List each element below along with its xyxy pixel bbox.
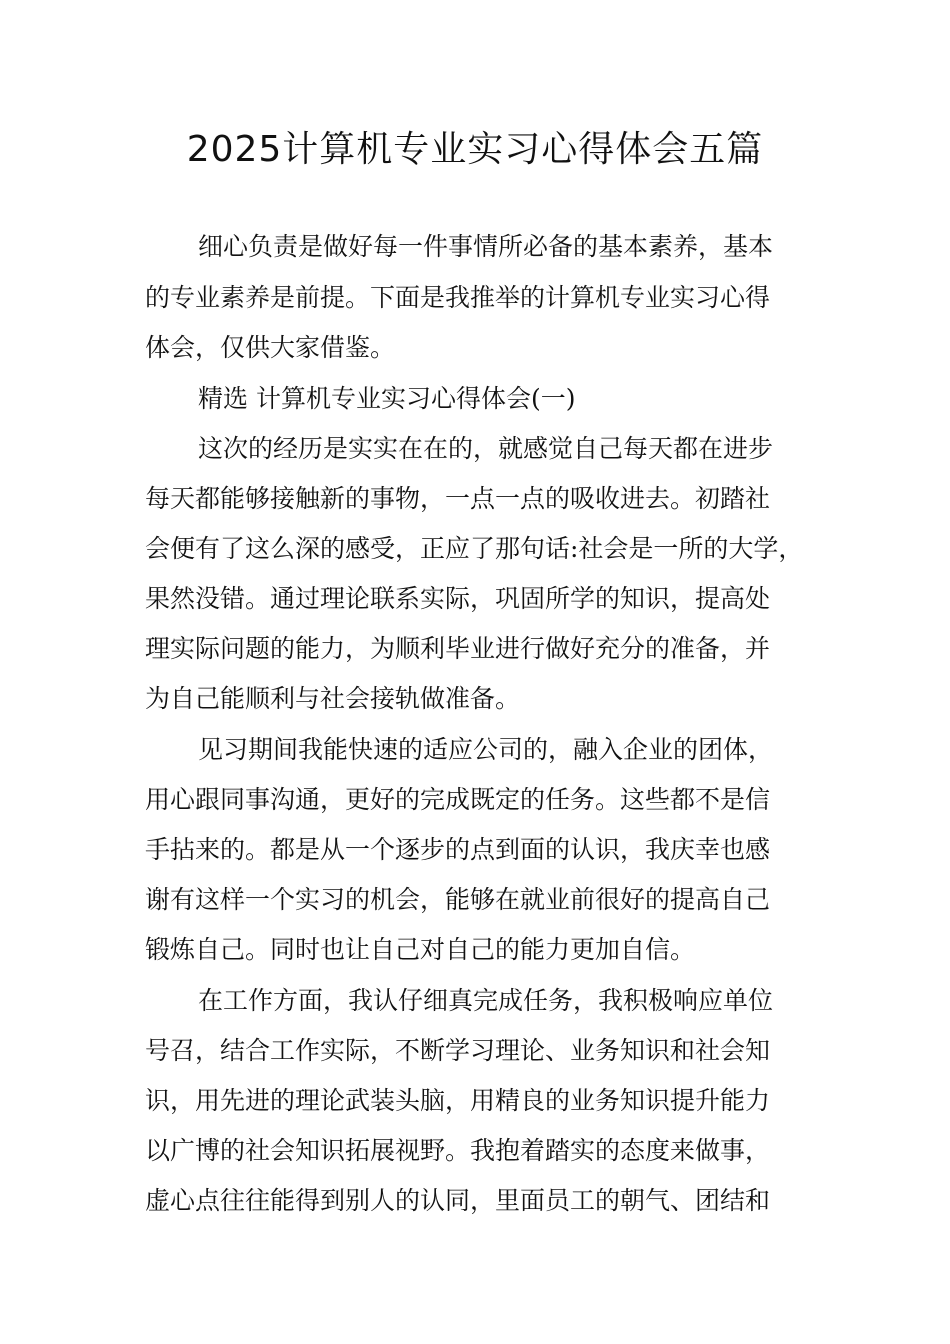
intro-line-2: 的专业素养是前提。下面是我推举的计算机专业实习心得 xyxy=(145,283,771,312)
section-heading: 精选 计算机专业实习心得体会(一) xyxy=(198,384,576,413)
paragraph-2-line-4: 谢有这样一个实习的机会，能够在就业前很好的提高自己 xyxy=(145,885,771,914)
paragraph-2-line-3: 手拈来的。都是从一个逐步的点到面的认识，我庆幸也感 xyxy=(145,835,771,864)
paragraph-1-line-5: 理实际问题的能力，为顺利毕业进行做好充分的准备，并 xyxy=(145,634,771,663)
paragraph-1-line-4: 果然没错。通过理论联系实际，巩固所学的知识，提高处 xyxy=(145,584,771,613)
paragraph-3-line-1: 在工作方面，我认仔细真完成任务，我积极响应单位 xyxy=(198,986,774,1015)
paragraph-2-line-5: 锻炼自己。同时也让自己对自己的能力更加自信。 xyxy=(145,935,696,964)
paragraph-1-line-3: 会便有了这么深的感受，正应了那句话:社会是一所的大学， xyxy=(145,534,804,563)
intro-line-3: 体会，仅供大家借鉴。 xyxy=(145,333,396,362)
paragraph-3-line-4: 以广博的社会知识拓展视野。我抱着踏实的态度来做事， xyxy=(145,1136,771,1165)
paragraph-1-line-6: 为自己能顺利与社会接轨做准备。 xyxy=(145,684,521,713)
paragraph-1-line-2: 每天都能够接触新的事物，一点一点的吸收进去。初踏社 xyxy=(145,484,771,513)
paragraph-2-line-2: 用心跟同事沟通，更好的完成既定的任务。这些都不是信 xyxy=(145,785,771,814)
paragraph-1-line-1: 这次的经历是实实在在的，就感觉自己每天都在进步 xyxy=(198,434,774,463)
paragraph-3-line-3: 识，用先进的理论武装头脑，用精良的业务知识提升能力 xyxy=(145,1086,771,1115)
paragraph-3-line-5: 虚心点往往能得到别人的认同，里面员工的朝气、团结和 xyxy=(145,1186,771,1215)
paragraph-3-line-2: 号召，结合工作实际，不断学习理论、业务知识和社会知 xyxy=(145,1036,771,1065)
intro-line-1: 细心负责是做好每一件事情所必备的基本素养，基本 xyxy=(198,232,774,261)
document-title: 2025计算机专业实习心得体会五篇 xyxy=(186,129,764,170)
paragraph-2-line-1: 见习期间我能快速的适应公司的，融入企业的团体， xyxy=(198,735,774,764)
